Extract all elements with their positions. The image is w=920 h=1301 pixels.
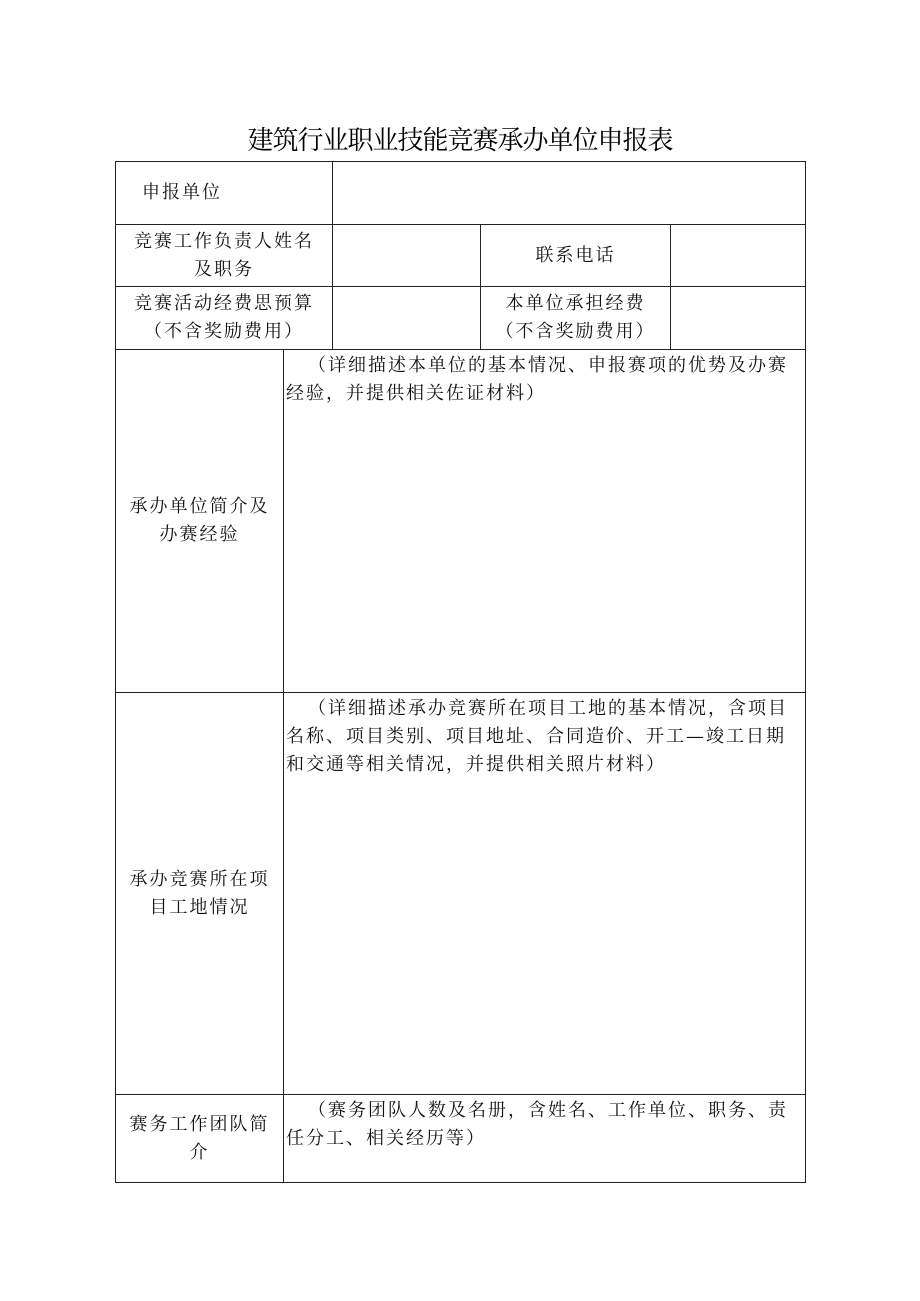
phone-label: 联系电话 [481, 225, 671, 287]
team-intro-label-line1: 赛务工作团队简 [129, 1113, 270, 1135]
host-intro-label-line1: 承办单位简介及 [129, 496, 270, 517]
budget-label-line2: （不含奖励费用） [144, 321, 304, 342]
own-funding-label-line1: 本单位承担经费 [505, 293, 646, 314]
host-intro-field[interactable] [284, 350, 806, 693]
site-info-label [116, 693, 284, 1095]
budget-label [116, 287, 333, 350]
applicant-unit-label: 申报单位 [116, 162, 333, 225]
site-info-label-line2: 目工地情况 [149, 896, 250, 918]
page-title: 建筑行业职业技能竞赛承办单位申报表 [247, 126, 673, 156]
own-funding-label [481, 287, 671, 350]
application-form-table [115, 161, 806, 1183]
own-funding-field[interactable] [671, 287, 806, 350]
row-applicant-unit [116, 162, 806, 225]
site-info-field[interactable] [284, 693, 806, 1095]
contact-person-label-line1: 竞赛工作负责人姓名 [134, 230, 314, 252]
team-intro-field[interactable] [284, 1095, 806, 1183]
contact-person-label [116, 225, 333, 287]
row-budget [116, 287, 806, 350]
row-team-intro [116, 1095, 806, 1183]
row-site-info [116, 693, 806, 1095]
team-intro-label-line2: 介 [189, 1141, 210, 1163]
contact-person-field[interactable] [333, 225, 481, 287]
host-intro-hint: （详细描述本单位的基本情况、申报赛项的优势及办赛经验，并提供相关佐证材料） [286, 355, 788, 404]
applicant-unit-field[interactable] [333, 162, 806, 225]
host-intro-label [116, 350, 284, 693]
row-host-intro [116, 350, 806, 693]
host-intro-label-line2: 办赛经验 [159, 524, 240, 545]
row-contact-person [116, 225, 806, 287]
budget-field[interactable] [333, 287, 481, 350]
budget-label-line1: 竞赛活动经费思预算 [134, 293, 314, 314]
own-funding-label-line2: （不含奖励费用） [495, 321, 656, 342]
contact-person-label-line2: 及职务 [194, 258, 254, 280]
team-intro-label [116, 1095, 284, 1183]
team-intro-hint: （赛务团队人数及名册，含姓名、工作单位、职务、责任分工、相关经历等） [286, 1100, 788, 1149]
phone-field[interactable] [671, 225, 806, 287]
site-info-label-line1: 承办竞赛所在项 [129, 868, 270, 890]
site-info-hint: （详细描述承办竞赛所在项目工地的基本情况，含项目名称、项目类别、项目地址、合同造价、开工—竣工日期和交通等相关情况，并提供相关照片材料） [286, 698, 788, 775]
